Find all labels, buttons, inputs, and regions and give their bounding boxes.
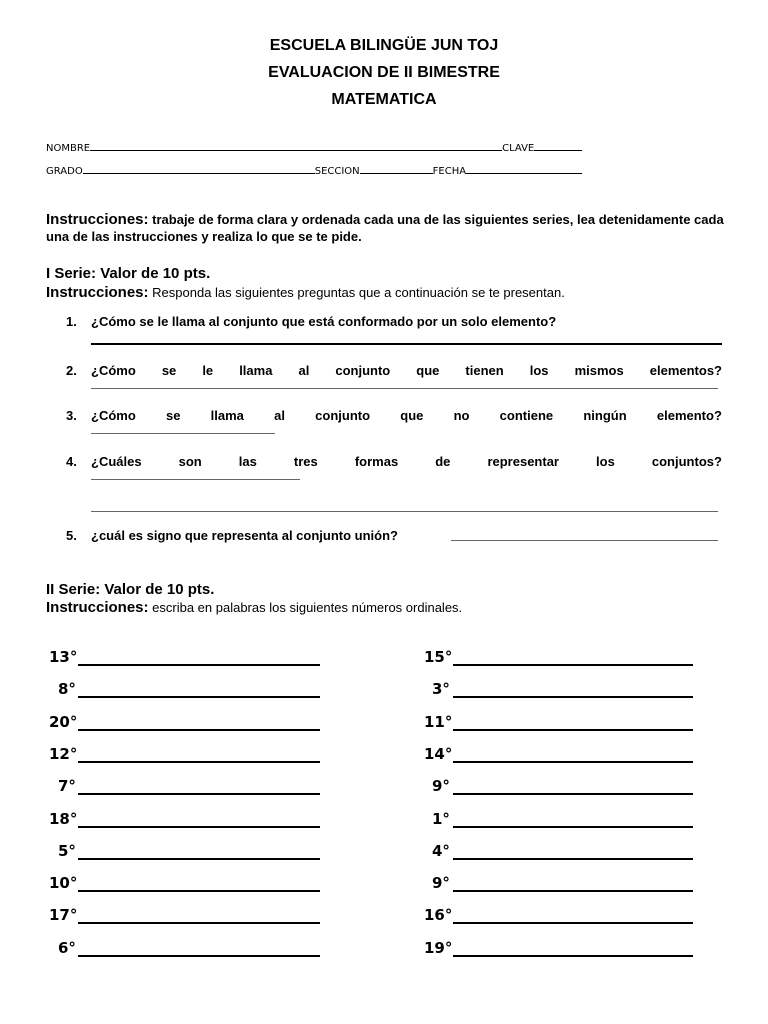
nombre-field[interactable] <box>90 140 502 151</box>
grado-field[interactable] <box>83 163 315 174</box>
right-ordinal-answer-line[interactable] <box>453 922 693 924</box>
question-word: conjuntos? <box>651 454 722 469</box>
left-ordinal-number: 20° <box>49 713 78 731</box>
right-ordinal-number: 3° <box>432 680 450 698</box>
question-word: conjunto <box>315 408 371 423</box>
question-word: de <box>435 454 451 469</box>
question-text <box>91 408 722 423</box>
left-ordinal-answer-line[interactable] <box>78 793 320 795</box>
question-word: al <box>274 408 285 423</box>
left-ordinal-answer-line[interactable] <box>78 729 320 731</box>
question-word: ¿Cómo <box>91 363 136 378</box>
right-ordinal-number: 15° <box>424 648 453 666</box>
left-ordinal-answer-line[interactable] <box>78 664 320 666</box>
serie2-instructions <box>46 599 462 616</box>
serie1-instr-lead: Instrucciones: <box>46 284 149 301</box>
left-ordinal-answer-line[interactable] <box>78 696 320 698</box>
question-word: al <box>298 363 310 378</box>
right-ordinal-number: 4° <box>432 842 450 860</box>
question-number: 3. <box>66 408 77 423</box>
question-word: formas <box>354 454 399 469</box>
left-ordinal-answer-line[interactable] <box>78 826 320 828</box>
right-ordinal-answer-line[interactable] <box>453 793 693 795</box>
question-word: representar <box>487 454 559 469</box>
question-number: 2. <box>66 363 77 378</box>
question-word: las <box>238 454 257 469</box>
right-ordinal-number: 16° <box>424 906 453 924</box>
left-ordinal-number: 12° <box>49 745 78 763</box>
question-number: 5. <box>66 528 77 543</box>
question-word: los <box>529 363 549 378</box>
seccion-label: SECCION <box>314 166 360 177</box>
nombre-label: NOMBRE <box>46 143 91 154</box>
instructions-lead: Instrucciones: <box>46 211 149 228</box>
instructions-text: trabaje de forma clara y ordenada cada una de las siguientes series, lea detenidamente cada una de las instrucciones y realiza lo que se te pide. <box>46 212 724 244</box>
serie2-instr-lead: Instrucciones: <box>46 599 149 616</box>
clave-label: CLAVE <box>502 143 535 154</box>
left-ordinal-number: 17° <box>49 906 78 924</box>
right-ordinal-answer-line[interactable] <box>453 729 693 731</box>
question-word: que <box>416 363 440 378</box>
question-word: se <box>165 408 181 423</box>
left-ordinal-number: 6° <box>58 939 76 957</box>
question-word: se <box>161 363 177 378</box>
right-ordinal-answer-line[interactable] <box>453 696 693 698</box>
question-word: que <box>400 408 424 423</box>
question-word: los <box>596 454 615 469</box>
question-word: ¿Cómo <box>91 408 136 423</box>
serie2-instr-text: escriba en palabras los siguientes números ordinales. <box>152 600 463 615</box>
serie1-title: I Serie: Valor de 10 pts. <box>46 265 211 282</box>
right-ordinal-number: 11° <box>424 713 453 731</box>
right-ordinal-answer-line[interactable] <box>453 890 693 892</box>
left-ordinal-number: 5° <box>58 842 76 860</box>
subject-title: MATEMATICA <box>331 91 437 108</box>
right-ordinal-number: 9° <box>432 874 450 892</box>
question-word: ¿Cuáles <box>91 454 142 469</box>
right-ordinal-number: 1° <box>432 810 450 828</box>
left-ordinal-number: 10° <box>49 874 78 892</box>
answer-line-2[interactable] <box>91 388 718 389</box>
right-ordinal-answer-line[interactable] <box>453 955 693 957</box>
right-ordinal-answer-line[interactable] <box>453 761 693 763</box>
grado-label: GRADO <box>46 166 83 177</box>
answer-line-4a[interactable] <box>91 479 300 480</box>
right-ordinal-answer-line[interactable] <box>453 858 693 860</box>
question-word: no <box>453 408 470 423</box>
answer-line-5[interactable] <box>451 540 718 541</box>
answer-line-4b[interactable] <box>91 511 718 512</box>
question-word: ningún <box>583 408 627 423</box>
fecha-label: FECHA <box>432 166 467 177</box>
question-text: ¿Cómo se le llama al conjunto que está conformado por un solo elemento? <box>91 314 557 329</box>
question-word: contiene <box>499 408 554 423</box>
grado-row <box>46 163 582 177</box>
question-text: ¿cuál es signo que representa al conjunto unión? <box>91 528 398 543</box>
left-ordinal-answer-line[interactable] <box>78 955 320 957</box>
fecha-field[interactable] <box>466 163 582 174</box>
question-number: 1. <box>66 314 77 329</box>
serie1-instr-text: Responda las siguientes preguntas que a continuación se te presentan. <box>152 285 565 300</box>
left-ordinal-answer-line[interactable] <box>78 922 320 924</box>
right-ordinal-answer-line[interactable] <box>453 826 693 828</box>
school-name: ESCUELA BILINGÜE JUN TOJ <box>269 37 499 54</box>
left-ordinal-answer-line[interactable] <box>78 858 320 860</box>
left-ordinal-answer-line[interactable] <box>78 761 320 763</box>
question-word: mismos <box>574 363 624 378</box>
question-number: 4. <box>66 454 77 469</box>
clave-field[interactable] <box>534 140 582 151</box>
seccion-field[interactable] <box>360 163 433 174</box>
nombre-clave-row <box>46 140 582 154</box>
question-word: conjunto <box>335 363 391 378</box>
question-word: elemento? <box>656 408 722 423</box>
question-text <box>91 363 722 378</box>
question-word: tres <box>293 454 318 469</box>
general-instructions <box>46 211 726 245</box>
evaluation-title: EVALUACION DE II BIMESTRE <box>268 64 500 81</box>
serie1-instructions <box>46 284 565 301</box>
serie2-title: II Serie: Valor de 10 pts. <box>46 581 215 598</box>
right-ordinal-answer-line[interactable] <box>453 664 693 666</box>
left-ordinal-number: 18° <box>49 810 78 828</box>
question-word: tienen <box>465 363 504 378</box>
question-word: llama <box>210 408 244 423</box>
question-word: le <box>202 363 214 378</box>
left-ordinal-answer-line[interactable] <box>78 890 320 892</box>
left-ordinal-number: 7° <box>58 777 76 795</box>
right-ordinal-number: 9° <box>432 777 450 795</box>
question-word: son <box>178 454 202 469</box>
question-word: elementos? <box>649 363 722 378</box>
left-ordinal-number: 13° <box>49 648 78 666</box>
question-word: llama <box>239 363 273 378</box>
left-ordinal-number: 8° <box>58 680 76 698</box>
right-ordinal-number: 14° <box>424 745 453 763</box>
question-text <box>91 454 722 469</box>
right-ordinal-number: 19° <box>424 939 453 957</box>
answer-line-3[interactable] <box>91 433 275 434</box>
answer-line-1[interactable] <box>91 343 722 345</box>
